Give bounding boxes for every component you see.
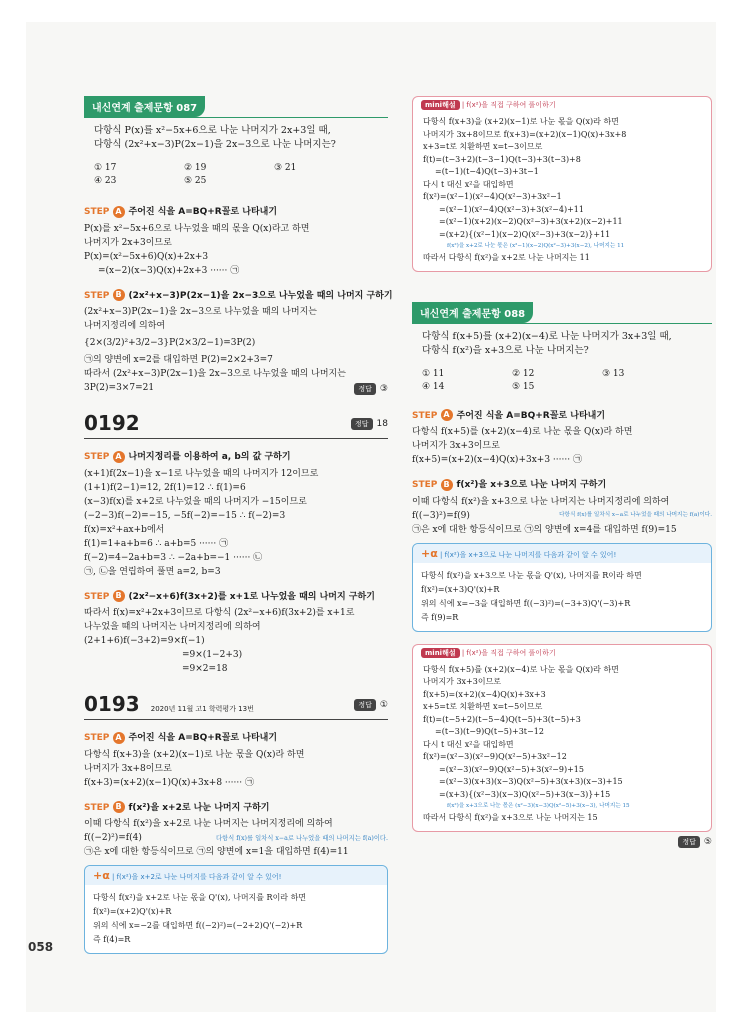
answer-badge: 정답 ③ (354, 383, 388, 395)
step-a-title: STEP A 주어진 식을 A=BQ+R꼴로 나타내기 (84, 732, 278, 743)
side-note: 다항식 f(x)를 일차식 x−a로 나누었을 때의 나머지는 f(a)이다. (215, 834, 388, 842)
mini-line: =(x+2){(x²−1)(x−2)Q(x²−3)+3(x−2)}+11 (439, 229, 611, 239)
mini-line: =(x²−1)(x²−4)Q(x²−3)+3(x²−4)+11 (439, 204, 584, 214)
mini-header: mini해설 | f(x²)을 직접 구하여 풀이하기 (413, 645, 711, 661)
question-line: 다항식 P(x)를 x²−5x+6으로 나눈 나머지가 2x+3일 때, (94, 125, 331, 136)
mini-solution-box (412, 96, 712, 272)
choice: ① 17 (94, 163, 117, 173)
question-line: 다항식 (2x²+x−3)P(2x−1)을 2x−3으로 나눈 나머지는? (94, 139, 336, 150)
choice: ⑤ 15 (512, 381, 535, 392)
choice: ④ 14 (422, 381, 445, 392)
solution-line: (2x²+x−3)P(2x−1)을 2x−3으로 나누었을 때의 나머지는 (84, 307, 317, 317)
mini-line: f(x²)=(x²−1)(x²−4)Q(x²−3)+3x²−1 (423, 192, 562, 201)
problem-0192 (84, 411, 388, 676)
choice: ③ 13 (602, 368, 625, 379)
mini-line: 따라서 다항식 f(x²)을 x+3으로 나눈 나머지는 15 (423, 813, 598, 822)
plus-line: f(x²)=(x+3)Q'(x)+R (421, 584, 500, 594)
mini-line: f(t)=(t−3+2)(t−3−1)Q(t−3)+3(t−3)+8 (423, 154, 581, 164)
choice: ② 19 (184, 163, 207, 173)
page-number: 058 (28, 940, 54, 954)
choice: ⑤ 25 (184, 176, 207, 186)
mini-solution-box (412, 644, 712, 832)
problem-header: 내신연계 출제문항 087 (84, 96, 205, 117)
left-column (84, 96, 393, 954)
right-column (412, 96, 712, 848)
plus-line: 즉 f(9)=R (421, 612, 459, 622)
plus-alpha-header: +α | f(x²)을 x+2로 나눈 나머지를 다음과 같이 알 수 있어! (85, 866, 387, 885)
plus-line: 즉 f(4)=R (93, 935, 131, 944)
mini-line: 따라서 다항식 f(x²)을 x+2로 나눈 나머지는 11 (423, 253, 590, 262)
mini-line: x+3=t로 치환하면 x=t−3이므로 (423, 142, 543, 151)
mini-note: f(x²)을 x+3으로 나눈 몫은 (x²−3)(x−3)Q(x²−5)+3(x−3), 나머지는 15 (447, 803, 630, 809)
mini-line: 나머지가 3x+3이므로 (423, 677, 502, 686)
problem-087 (84, 96, 393, 395)
mini-line: x+5=t로 치환하면 x=t−5이므로 (423, 702, 543, 711)
solution-line: 나머지정리에 의하여 (84, 321, 166, 331)
page (26, 22, 716, 1012)
mini-line: =(x²−3)(x²−9)Q(x²−5)+3(x²−9)+15 (439, 764, 584, 774)
mini-line: 다항식 f(x+3)을 (x+2)(x−1)로 나눈 몫을 Q(x)라 하면 (423, 117, 619, 126)
solution-line: 다항식 f(x+3)을 (x+2)(x−1)로 나눈 몫을 Q(x)라 하면 (84, 749, 305, 760)
problem-header: 내신연계 출제문항 088 (412, 302, 533, 323)
solution-line: 나머지가 2x+3이므로 (84, 237, 172, 248)
problem-0193 (84, 692, 388, 954)
plus-alpha-icon: +α (93, 869, 110, 882)
solution-line: P(x)를 x²−5x+6으로 나누었을 때의 몫을 Q(x)라고 하면 (84, 223, 310, 234)
mini-line: 다시 t 대신 x²을 대입하면 (423, 739, 514, 749)
mini-line: f(x²)=(x²−3)(x²−9)Q(x²−5)+3x²−12 (423, 752, 567, 761)
mini-header: mini해설 | f(x²)을 직접 구하여 풀이하기 (413, 97, 711, 113)
solution-line: ㉠의 양변에 x=2를 대입하면 P(2)=2×2+3=7 (84, 355, 273, 365)
choice: ① 11 (422, 368, 445, 379)
answer-badge: 정답 18 (351, 418, 388, 430)
step-a-title: STEP A 주어진 식을 A=BQ+R꼴로 나타내기 (84, 206, 278, 217)
solution-line: 나머지가 3x+8이므로 (84, 763, 172, 774)
solution-line: f(x+3)=(x+2)(x−1)Q(x)+3x+8 ······ ㉠ (84, 777, 254, 788)
answer-badge: 정답 ⑤ (412, 836, 712, 848)
mini-line: =(x²−3)(x+3)(x−3)Q(x²−5)+3(x+3)(x−3)+15 (439, 777, 623, 786)
step-b-title: STEP B (2x²+x−3)P(2x−1)을 2x−3으로 나누었을 때의 나머지 구하기 (84, 290, 393, 301)
solution-line: ㉠은 x에 대한 항등식이므로 ㉠의 양변에 x=1을 대입하면 f(4)=11 (84, 847, 349, 857)
solution-line: P(x)=(x²−5x+6)Q(x)+2x+3 (84, 251, 209, 262)
mini-line: =(x²−1)(x+2)(x−2)Q(x²−3)+3(x+2)(x−2)+11 (439, 217, 623, 226)
step-b-title: STEP B (2x²−x+6)f(3x+2)를 x+1로 나누었을 때의 나머지 구하기 (84, 591, 375, 602)
mini-line: 나머지가 3x+8이므로 f(x+3)=(x+2)(x−1)Q(x)+3x+8 (423, 129, 627, 139)
problem-number: 0192 (84, 411, 140, 435)
plus-alpha-box (84, 865, 388, 954)
choice: ④ 23 (94, 176, 117, 186)
problem-088 (412, 302, 712, 632)
solution-line: f((−3)²)=f(9) (412, 510, 470, 521)
solution-line: f(x)=x²+ax+b에서 (84, 524, 165, 535)
question-line: 다항식 f(x+5)를 (x+2)(x−4)로 나눈 나머지가 3x+3일 때, (422, 330, 672, 342)
solution-line: {2×(3/2)²+3/2−3}P(2×3/2−1)=3P(2) (84, 338, 256, 348)
mini-line: =(x+3){(x²−3)(x−3)Q(x²−5)+3(x−3)}+15 (439, 789, 611, 799)
solution-line: =9×(1−2+3) (182, 650, 243, 660)
choices (422, 368, 712, 394)
mini-line: =(t−3)(t−9)Q(t−5)+3t−12 (435, 727, 544, 736)
solution-line: (−2−3)f(−2)=−15, −5f(−2)=−15 ∴ f(−2)=3 (84, 510, 286, 521)
solution-line: 이때 다항식 f(x²)을 x+3으로 나눈 나머지는 나머지정리에 의하여 (412, 496, 670, 507)
solution-line: 다항식 f(x+5)를 (x+2)(x−4)로 나눈 몫을 Q(x)라 하면 (412, 427, 633, 437)
side-note: 다항식 f(x)를 일차식 x−a로 나누었을 때의 나머지는 f(a)이다. (559, 512, 712, 518)
solution-line: 따라서 f(x)=x²+2x+3이므로 다항식 (2x²−x+6)f(3x+2)를 x+1로 (84, 608, 355, 618)
problem-number: 0193 (84, 692, 140, 716)
solution-line: 나누었을 때의 나머지는 나머지정리에 의하여 (84, 622, 261, 632)
solution-line: 3P(2)=3×7=21 (84, 383, 155, 393)
plus-alpha-header: +α | f(x²)을 x+3으로 나눈 나머지를 다음과 같이 알 수 있어! (413, 544, 711, 563)
plus-alpha-box (412, 543, 712, 632)
mini-line: 다항식 f(x+5)를 (x+2)(x−4)로 나눈 몫을 Q(x)라 하면 (423, 664, 619, 674)
solution-line: f(1)=1+a+b=6 ∴ a+b=5 ······ ㉠ (84, 538, 229, 549)
solution-line: f((−2)²)=f(4) (84, 833, 142, 843)
solution-line: (x+1)f(2x−1)을 x−1로 나누었을 때의 나머지가 12이므로 (84, 468, 319, 479)
choice: ② 12 (512, 368, 535, 379)
solution-line: =9×2=18 (182, 664, 228, 674)
plus-line: f(x²)=(x+2)Q'(x)+R (93, 907, 172, 916)
solution-line: =(x−2)(x−3)Q(x)+2x+3 ······ ㉠ (98, 265, 240, 276)
mini-line: =(t−1)(t−4)Q(t−3)+3t−1 (435, 167, 539, 176)
step-b-title: STEP B f(x²)을 x+3으로 나눈 나머지 구하기 (412, 479, 607, 490)
mini-line: f(x+5)=(x+2)(x−4)Q(x)+3x+3 (423, 689, 546, 699)
solution-line: 따라서 (2x²+x−3)P(2x−1)을 2x−3으로 나누었을 때의 나머지는 (84, 369, 346, 379)
mini-line: 다시 t 대신 x²을 대입하면 (423, 179, 514, 189)
solution-line: f(x+5)=(x+2)(x−4)Q(x)+3x+3 ······ ㉠ (412, 455, 582, 465)
step-a-title: STEP A 주어진 식을 A=BQ+R꼴로 나타내기 (412, 410, 606, 421)
solution-line: f(−2)=4−2a+b=3 ∴ −2a+b=−1 ······ ㉡ (84, 552, 263, 563)
problem-source: 2020년 11월 고1 학력평가 13번 (150, 705, 254, 713)
plus-line: 위의 식에 x=−2를 대입하면 f((−2)²)=(−2+2)Q'(−2)+R (93, 921, 303, 930)
solution-line: (2+1+6)f(−3+2)=9×f(−1) (84, 636, 205, 646)
question-line: 다항식 f(x²)을 x+3으로 나눈 나머지는? (422, 344, 589, 356)
solution-line: 이때 다항식 f(x²)을 x+2로 나눈 나머지는 나머지정리에 의하여 (84, 819, 333, 829)
choices (94, 162, 388, 188)
step-a-title: STEP A 나머지정리를 이용하여 a, b의 값 구하기 (84, 451, 291, 462)
plus-line: 다항식 f(x²)을 x+3으로 나눈 몫을 Q'(x), 나머지를 R이라 하면 (421, 570, 642, 580)
plus-alpha-icon: +α (421, 546, 438, 560)
answer-badge: 정답 ① (354, 699, 388, 711)
solution-line: ㉠은 x에 대한 항등식이므로 ㉠의 양변에 x=4를 대입하면 f(9)=15 (412, 524, 677, 535)
plus-line: 위의 식에 x=−3을 대입하면 f((−3)²)=(−3+3)Q'(−3)+R (421, 598, 631, 608)
solution-line: 나머지가 3x+3이므로 (412, 441, 500, 451)
solution-line: ㉠, ㉡을 연립하여 풀면 a=2, b=3 (84, 566, 221, 577)
mini-line: f(t)=(t−5+2)(t−5−4)Q(t−5)+3(t−5)+3 (423, 714, 581, 724)
solution-line: (1+1)f(2−1)=12, 2f(1)=12 ∴ f(1)=6 (84, 482, 246, 493)
mini-note: f(x²)을 x+2로 나눈 몫은 (x²−1)(x−2)Q(x²−3)+3(x−2), 나머지는 11 (447, 243, 625, 249)
choice: ③ 21 (274, 163, 297, 173)
plus-line: 다항식 f(x²)을 x+2로 나눈 몫을 Q'(x), 나머지를 R이라 하면 (93, 893, 307, 902)
solution-line: (x−3)f(x)를 x+2로 나누었을 때의 나머지가 −15이므로 (84, 496, 307, 507)
step-b-title: STEP B f(x²)을 x+2로 나눈 나머지 구하기 (84, 802, 270, 813)
